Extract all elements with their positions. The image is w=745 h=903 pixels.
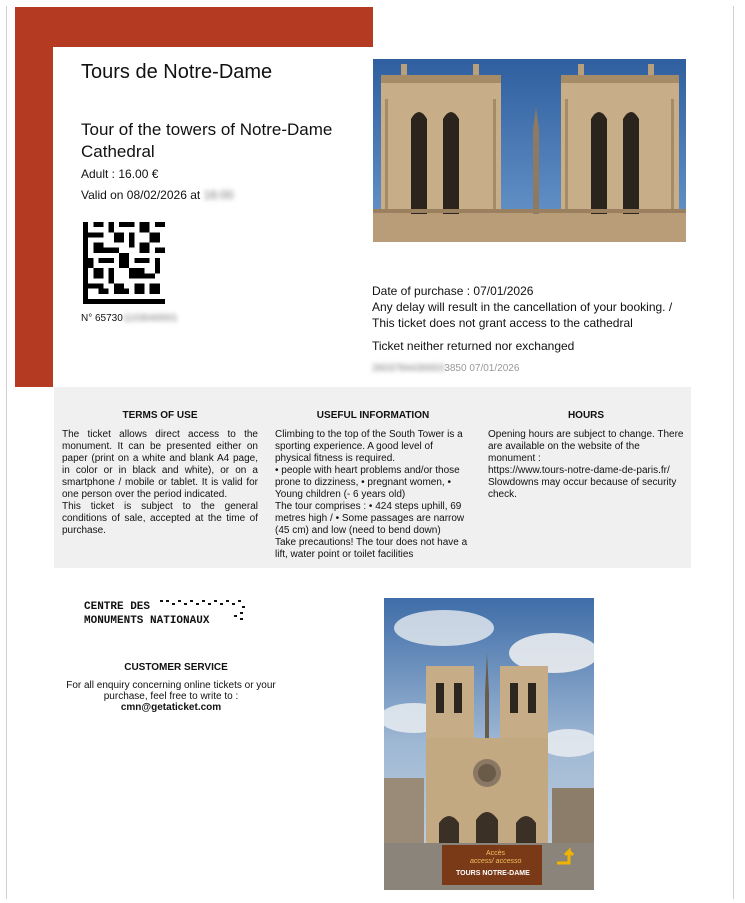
reference-suffix: 3850 07/01/2026 — [444, 363, 520, 374]
valid-date — [81, 188, 234, 202]
site-title: Tours de Notre-Dame — [81, 61, 273, 83]
sign-access-label: Accès — [486, 850, 506, 857]
red-header-band — [15, 7, 373, 47]
hours — [488, 410, 684, 501]
hours-website-link[interactable]: https://www.tours-notre-dame-de-paris.fr/ — [488, 465, 670, 476]
useful-precautions: Take precautions! The tour does not have a lift, water point or toilet facilities — [275, 537, 468, 560]
ticket-number-text: N° 65730 — [81, 313, 123, 324]
hours-title: HOURS — [567, 410, 605, 421]
useful-fitness: Climbing to the top of the South Tower is a sporting experience. A good level of physical fitness is required. — [275, 429, 463, 464]
reference-line — [372, 363, 519, 374]
ticket-number — [81, 313, 178, 324]
valid-date-text: Valid on 08/02/2026 at — [81, 188, 201, 202]
useful-title: USEFUL INFORMATION — [316, 410, 430, 421]
terms-conditions: This ticket is subject to the general conditions of sale, accepted at the time of purchase. — [62, 501, 258, 536]
reference-blurred: 2603784430003 — [372, 363, 445, 374]
info-band — [54, 387, 691, 568]
cmn-logo — [84, 598, 246, 626]
delay-warning-line1: Any delay will result in the cancellation of your booking. / — [372, 300, 673, 314]
datamatrix-barcode — [83, 222, 165, 304]
logo-line2: MONUMENTS NATIONAUX — [84, 615, 210, 626]
terms-title: TERMS OF USE — [122, 410, 198, 421]
no-return-notice: Ticket neither returned nor exchanged — [372, 339, 575, 353]
customer-service-text — [56, 680, 286, 713]
sign-access-translations: access/ accesso — [470, 858, 522, 865]
sign-tours-label: TOURS NOTRE-DAME — [456, 870, 530, 877]
adult-price: Adult : 16.00 € — [81, 167, 159, 181]
valid-time-blurred: 16:00 — [203, 188, 234, 202]
purchase-date: Date of purchase : 07/01/2026 — [372, 284, 534, 298]
notre-dame-facade-photo — [384, 598, 594, 890]
customer-service-body: For all enquiry concerning online tickets or your purchase, feel free to write to : — [66, 680, 276, 702]
customer-service-title: CUSTOMER SERVICE — [124, 662, 228, 673]
terms-text: The ticket allows direct access to the monument. It can be presented either on paper (print on a white and blank A4 page, in color or in black and white), or on a smartphone / mobile or tablet. It is valid for one person over the period indicated. — [62, 429, 258, 500]
useful-tour-details: The tour comprises : • 424 steps uphill, 69 metres high / • Some passages are narrow (45 cm) and low (need to bend down) — [275, 501, 465, 536]
useful-restrictions: • people with heart problems and/or those prone to dizziness, • pregnant women, • Young children (- 6 years old) — [275, 465, 460, 500]
useful-information — [275, 410, 471, 561]
logo-line1: CENTRE DES — [84, 601, 151, 613]
ticket-number-blurred: 1103040001 — [122, 313, 178, 324]
notre-dame-towers-photo — [373, 59, 686, 242]
tour-title: Tour of the towers of Notre-Dame Cathedral — [81, 120, 333, 161]
customer-service-email[interactable]: cmn@getaticket.com — [120, 702, 222, 713]
purchase-info — [372, 283, 702, 331]
hours-text: Opening hours are subject to change. There are available on the website of the monument : — [488, 429, 684, 464]
hours-security: Slowdowns may occur because of security check. — [488, 477, 677, 500]
delay-warning-line2: This ticket does not grant access to the cathedral — [372, 316, 633, 330]
terms-of-use — [62, 410, 258, 537]
red-side-band — [15, 7, 53, 387]
